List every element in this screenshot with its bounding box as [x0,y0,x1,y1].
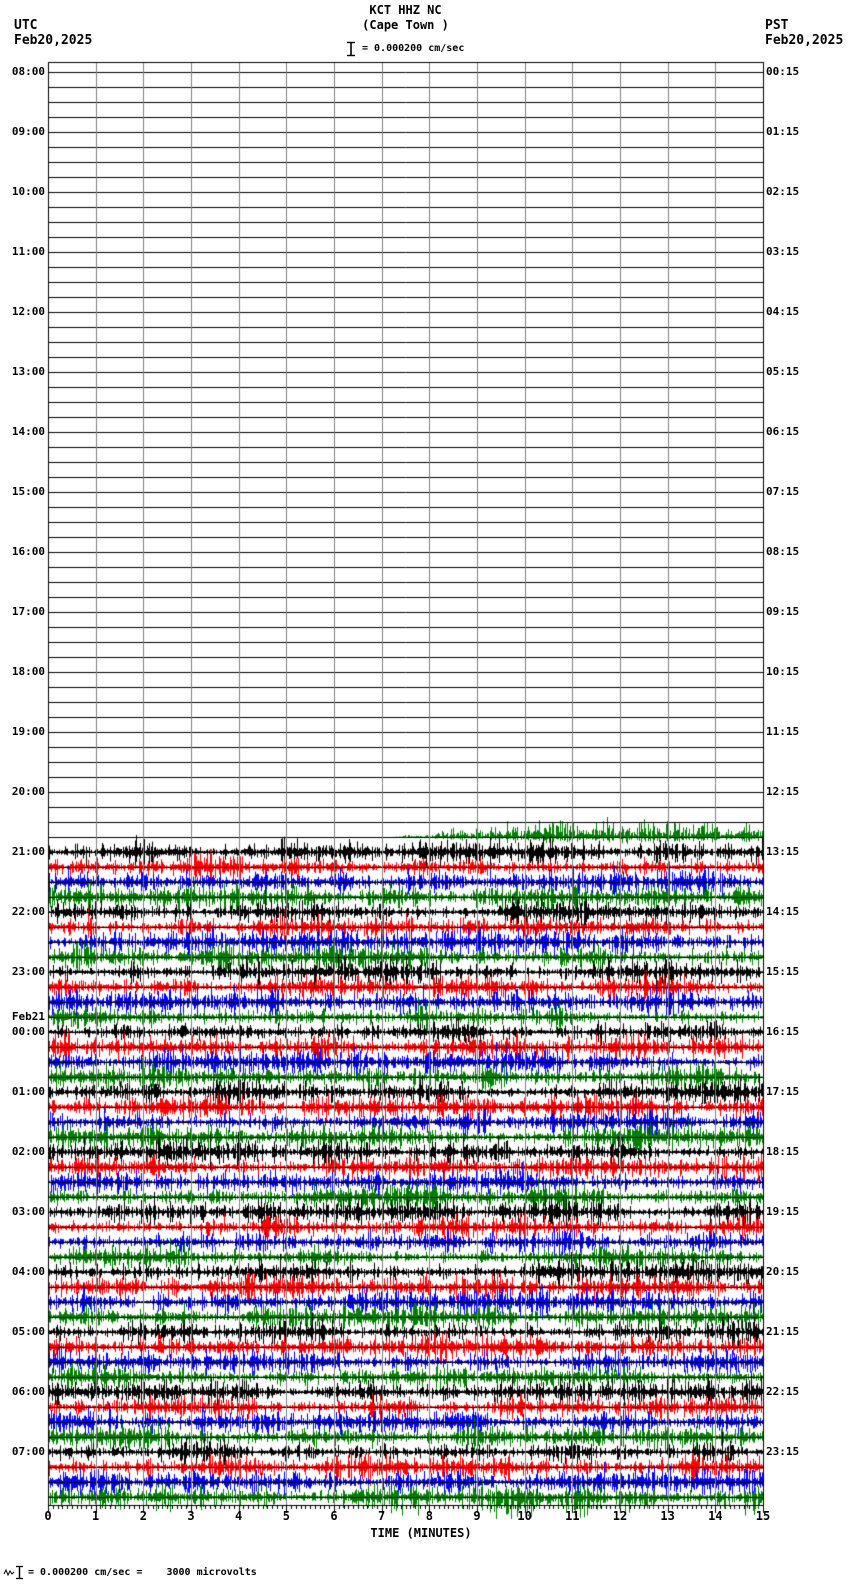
pst-timezone-label: PST [765,18,789,33]
utc-hour-label: 18:00 [11,665,45,678]
pst-hour-label: 15:15 [766,965,800,978]
utc-hour-label: 17:00 [11,605,45,618]
utc-hour-label: 15:00 [11,485,45,498]
utc-hour-label: 16:00 [11,545,45,558]
utc-hour-label: 07:00 [11,1445,45,1458]
utc-hour-label: 06:00 [11,1385,45,1398]
pst-hour-label: 19:15 [766,1205,800,1218]
utc-hour-label: 08:00 [11,65,45,78]
page-title: KCT HHZ NC [369,3,442,17]
pst-hour-label: 06:15 [766,425,800,438]
pst-hour-label: 14:15 [766,905,800,918]
pst-hour-label: 02:15 [766,185,800,198]
x-tick-label: 5 [282,1509,290,1523]
utc-hour-label: 21:00 [11,845,45,858]
x-tick-label: 2 [139,1509,147,1523]
utc-hour-label: 10:00 [11,185,45,198]
pst-hour-label: 10:15 [766,665,800,678]
utc-timezone-label: UTC [14,18,38,33]
utc-hour-label: 13:00 [11,365,45,378]
utc-hour-label: 11:00 [11,245,45,258]
x-tick-label: 11 [565,1509,580,1523]
pst-hour-label: 21:15 [766,1325,800,1338]
date-rollover-label: Feb21 [11,1010,45,1023]
amplitude-scale-text: = 0.000200 cm/sec [362,43,465,54]
pst-hour-label: 09:15 [766,605,800,618]
x-tick-label: 15 [755,1509,771,1523]
footer-scale-legend [3,1564,257,1580]
utc-hour-label: 05:00 [11,1325,45,1338]
pst-hour-label: 00:15 [766,65,800,78]
x-tick-label: 8 [425,1509,433,1523]
pst-hour-label: 18:15 [766,1145,800,1158]
utc-hour-label: 09:00 [11,125,45,138]
utc-hour-label: 14:00 [11,425,45,438]
x-tick-label: 6 [330,1509,338,1523]
x-tick-label: 12 [612,1509,628,1523]
pst-header-block [765,18,843,48]
pst-hour-label: 23:15 [766,1445,800,1458]
utc-hour-label: 19:00 [11,725,45,738]
utc-header-block [14,18,92,48]
pst-hour-label: 11:15 [766,725,800,738]
pst-hour-label: 05:15 [766,365,800,378]
utc-hour-label: 23:00 [11,965,45,978]
pst-hour-label: 16:15 [766,1025,800,1038]
utc-hour-label: 01:00 [11,1085,45,1098]
trace-amplitude-icon [3,1567,15,1577]
amplitude-scale-bar-icon [346,41,356,57]
utc-hour-label: 22:00 [11,905,45,918]
amplitude-scale-legend [346,40,464,57]
utc-hour-label: 00:00 [11,1025,45,1038]
pst-hour-label: 20:15 [766,1265,800,1278]
x-tick-label: 14 [708,1509,723,1523]
pst-hour-label: 07:15 [766,485,800,498]
utc-hour-label: 02:00 [11,1145,45,1158]
footer-scale-text: = 0.000200 cm/sec = 3000 microvolts [28,1566,257,1578]
amplitude-scale-bar-icon [15,1565,24,1580]
utc-hour-label: 20:00 [11,785,45,798]
pst-hour-label: 17:15 [766,1085,800,1098]
x-axis-title: TIME (MINUTES) [370,1526,472,1540]
pst-hour-label: 01:15 [766,125,800,138]
utc-date-label: Feb20,2025 [14,33,93,48]
x-tick-label: 13 [660,1509,675,1523]
pst-hour-label: 08:15 [766,545,800,558]
x-tick-label: 10 [517,1509,532,1523]
x-tick-label: 4 [235,1509,243,1523]
utc-hour-label: 12:00 [11,305,45,318]
x-tick-label: 1 [92,1509,100,1523]
station-location-subtitle: (Cape Town ) [362,18,449,32]
pst-hour-label: 04:15 [766,305,800,318]
pst-hour-label: 13:15 [766,845,800,858]
utc-hour-label: 04:00 [11,1265,45,1278]
x-tick-label: 9 [473,1509,481,1523]
utc-hour-label: 03:00 [11,1205,45,1218]
x-tick-label: 7 [378,1509,386,1523]
pst-hour-label: 22:15 [766,1385,800,1398]
pst-date-label: Feb20,2025 [765,33,844,48]
x-tick-label: 3 [187,1509,195,1523]
x-tick-label: 0 [44,1509,52,1523]
pst-hour-label: 12:15 [766,785,800,798]
pst-hour-label: 03:15 [766,245,800,258]
